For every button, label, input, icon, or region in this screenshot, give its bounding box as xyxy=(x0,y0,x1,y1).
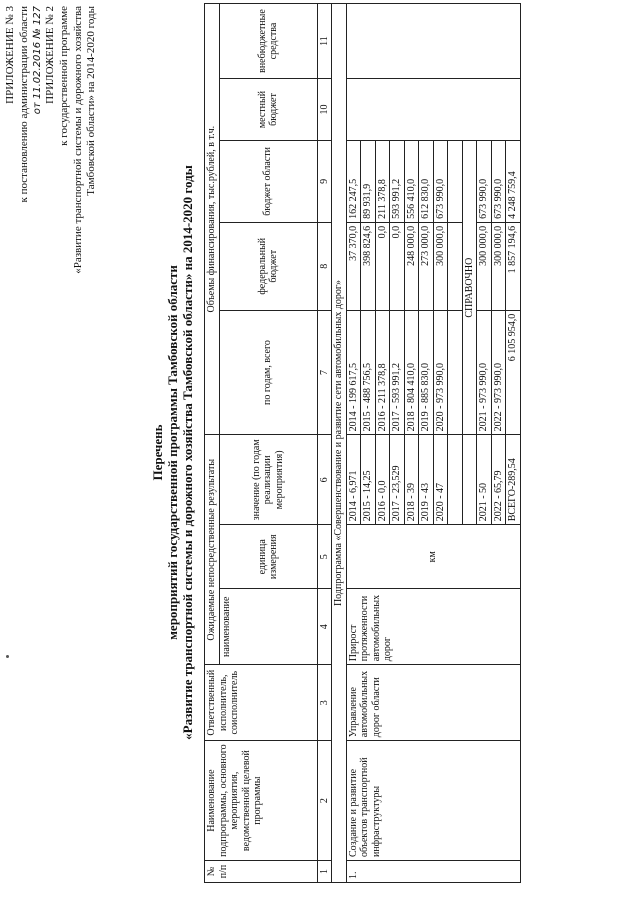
column-number: 10 xyxy=(317,79,332,141)
col-header-responsible: Ответственный исполнитель, соисполнитель xyxy=(205,665,318,741)
col-header-total: по годам, всего xyxy=(219,310,317,435)
federal-cell: 37 370,0 xyxy=(346,222,361,310)
document-title: Перечень xyxy=(150,424,165,481)
regional-cell: 673 990,0 xyxy=(491,140,506,222)
regional-cell: 673 990,0 xyxy=(433,140,448,222)
column-number: 1 xyxy=(317,861,332,883)
header-line-1: ПРИЛОЖЕНИЕ № 3 xyxy=(4,6,16,104)
value-cell: 2017 - 23,529 xyxy=(390,435,405,525)
value-cell: 2018 - 39 xyxy=(404,435,419,525)
total-cell: 2014 - 199 617,5 xyxy=(346,310,361,435)
header-line-3-handwritten: от 11.02.2016 № 127 xyxy=(31,6,43,115)
regional-cell: 612 830,0 xyxy=(419,140,434,222)
total-cell: 2019 - 885 830,0 xyxy=(419,310,434,435)
col-header-finance: Объемы финансирования, тыс.рублей, в т.ч. xyxy=(205,4,220,435)
total-cell: 2017 - 593 991,2 xyxy=(390,310,405,435)
column-number: 7 xyxy=(317,310,332,435)
col-header-extra: внебюджетные средства xyxy=(219,4,317,79)
column-number: 9 xyxy=(317,140,332,222)
local-cell xyxy=(346,79,520,141)
column-number: 5 xyxy=(317,525,332,589)
column-number: 3 xyxy=(317,665,332,741)
federal-cell: 0,0 xyxy=(390,222,405,310)
header-line-6: «Развитие транспортной системы и дорожного хозяйства xyxy=(71,6,84,274)
empty-cell xyxy=(448,222,463,310)
subprogram-title: Подпрограмма «Совершенствование и развитие сети автомобильных дорог» xyxy=(332,4,347,883)
value-cell: 2021 - 50 xyxy=(477,435,492,525)
empty-cell xyxy=(448,310,463,435)
measures-table xyxy=(204,3,521,883)
section-row xyxy=(332,4,347,883)
total-cell: 2018 - 804 410,0 xyxy=(404,310,419,435)
column-number: 8 xyxy=(317,222,332,310)
value-cell: 2016 - 0,0 xyxy=(375,435,390,525)
header-line-7: Тамбовской области» на 2014-2020 годы xyxy=(85,6,98,196)
federal-cell: 300 000,0 xyxy=(491,222,506,310)
column-number: 2 xyxy=(317,741,332,861)
federal-cell: 273 000,0 xyxy=(419,222,434,310)
total-cell: 2015 - 488 756,5 xyxy=(361,310,376,435)
col-header-local: местный бюджет xyxy=(219,79,317,141)
grand-total-regional: 4 248 759,4 xyxy=(506,140,521,222)
column-number: 4 xyxy=(317,589,332,665)
col-header-unit: единица измерения xyxy=(219,525,317,589)
grand-total-sum: 6 105 954,0 xyxy=(506,310,521,435)
extra-cell xyxy=(346,4,520,79)
col-header-no: № п/п xyxy=(205,861,318,883)
grand-total-federal: 1 857 194,6 xyxy=(506,222,521,310)
regional-cell: 89 931,9 xyxy=(361,140,376,222)
grand-total-value: ВСЕГО-289,54 xyxy=(506,435,521,525)
regional-cell: 211 378,8 xyxy=(375,140,390,222)
regional-cell: 162 247,5 xyxy=(346,140,361,222)
federal-cell: 0,0 xyxy=(375,222,390,310)
empty-cell xyxy=(448,435,463,525)
value-cell: 2022 - 65,79 xyxy=(491,435,506,525)
item-name: Создание и развитие объектов транспортной инфраструктуры xyxy=(346,741,520,861)
regional-cell: 673 990,0 xyxy=(477,140,492,222)
total-cell: 2016 - 211 378,8 xyxy=(375,310,390,435)
appendix-header xyxy=(4,6,99,274)
column-number: 11 xyxy=(317,4,332,79)
table-row xyxy=(346,4,361,883)
col-header-federal: федеральный бюджет xyxy=(219,222,317,310)
total-cell: 2021 - 973 990,0 xyxy=(477,310,492,435)
column-number-row xyxy=(317,4,332,883)
federal-cell: 248 000,0 xyxy=(404,222,419,310)
item-unit: км xyxy=(346,525,520,589)
total-cell: 2022 - 973 990,0 xyxy=(491,310,506,435)
value-cell: 2015 - 14,25 xyxy=(361,435,376,525)
regional-cell: 593 991,2 xyxy=(390,140,405,222)
header-line-4: ПРИЛОЖЕНИЕ № 2 xyxy=(44,6,56,104)
federal-cell: 398 824,6 xyxy=(361,222,376,310)
document-subtitle-1: мероприятий государственной программы Тамбовской области xyxy=(165,265,180,640)
col-header-name: Наименование подпрограммы, основного мероприятия, ведомственной целевой программы xyxy=(205,741,318,861)
federal-cell: 300 000,0 xyxy=(477,222,492,310)
total-cell: 2020 - 973 990,0 xyxy=(433,310,448,435)
value-cell: 2014 - 6,971 xyxy=(346,435,361,525)
value-cell: 2019 - 43 xyxy=(419,435,434,525)
regional-cell: 556 410,0 xyxy=(404,140,419,222)
col-header-value: значение (по годам реализации мероприятия) xyxy=(219,435,317,525)
header-line-2: к постановлению администрации области xyxy=(17,6,30,203)
value-cell: 2020 - 47 xyxy=(433,435,448,525)
header-line-5: к государственной программе xyxy=(57,6,70,146)
item-number: 1. xyxy=(346,861,520,883)
header-row-1 xyxy=(205,4,220,883)
item-result-name: Прирост протяженности автомобильных дорог xyxy=(346,589,520,665)
reference-label: СПРАВОЧНО xyxy=(462,140,477,434)
item-responsible: Управление автомобильных дорог области xyxy=(346,665,520,741)
col-header-regional: бюджет области xyxy=(219,140,317,222)
federal-cell: 300 000,0 xyxy=(433,222,448,310)
empty-cell xyxy=(462,435,477,525)
col-header-result-name: наименование xyxy=(219,589,317,665)
document-subtitle-2: «Развитие транспортной системы и дорожного хозяйства Тамбовской области» на 2014-2020 годы xyxy=(180,165,195,740)
col-header-results: Ожидаемые непосредственные результаты xyxy=(205,435,220,665)
empty-cell xyxy=(448,140,463,222)
column-number: 6 xyxy=(317,435,332,525)
